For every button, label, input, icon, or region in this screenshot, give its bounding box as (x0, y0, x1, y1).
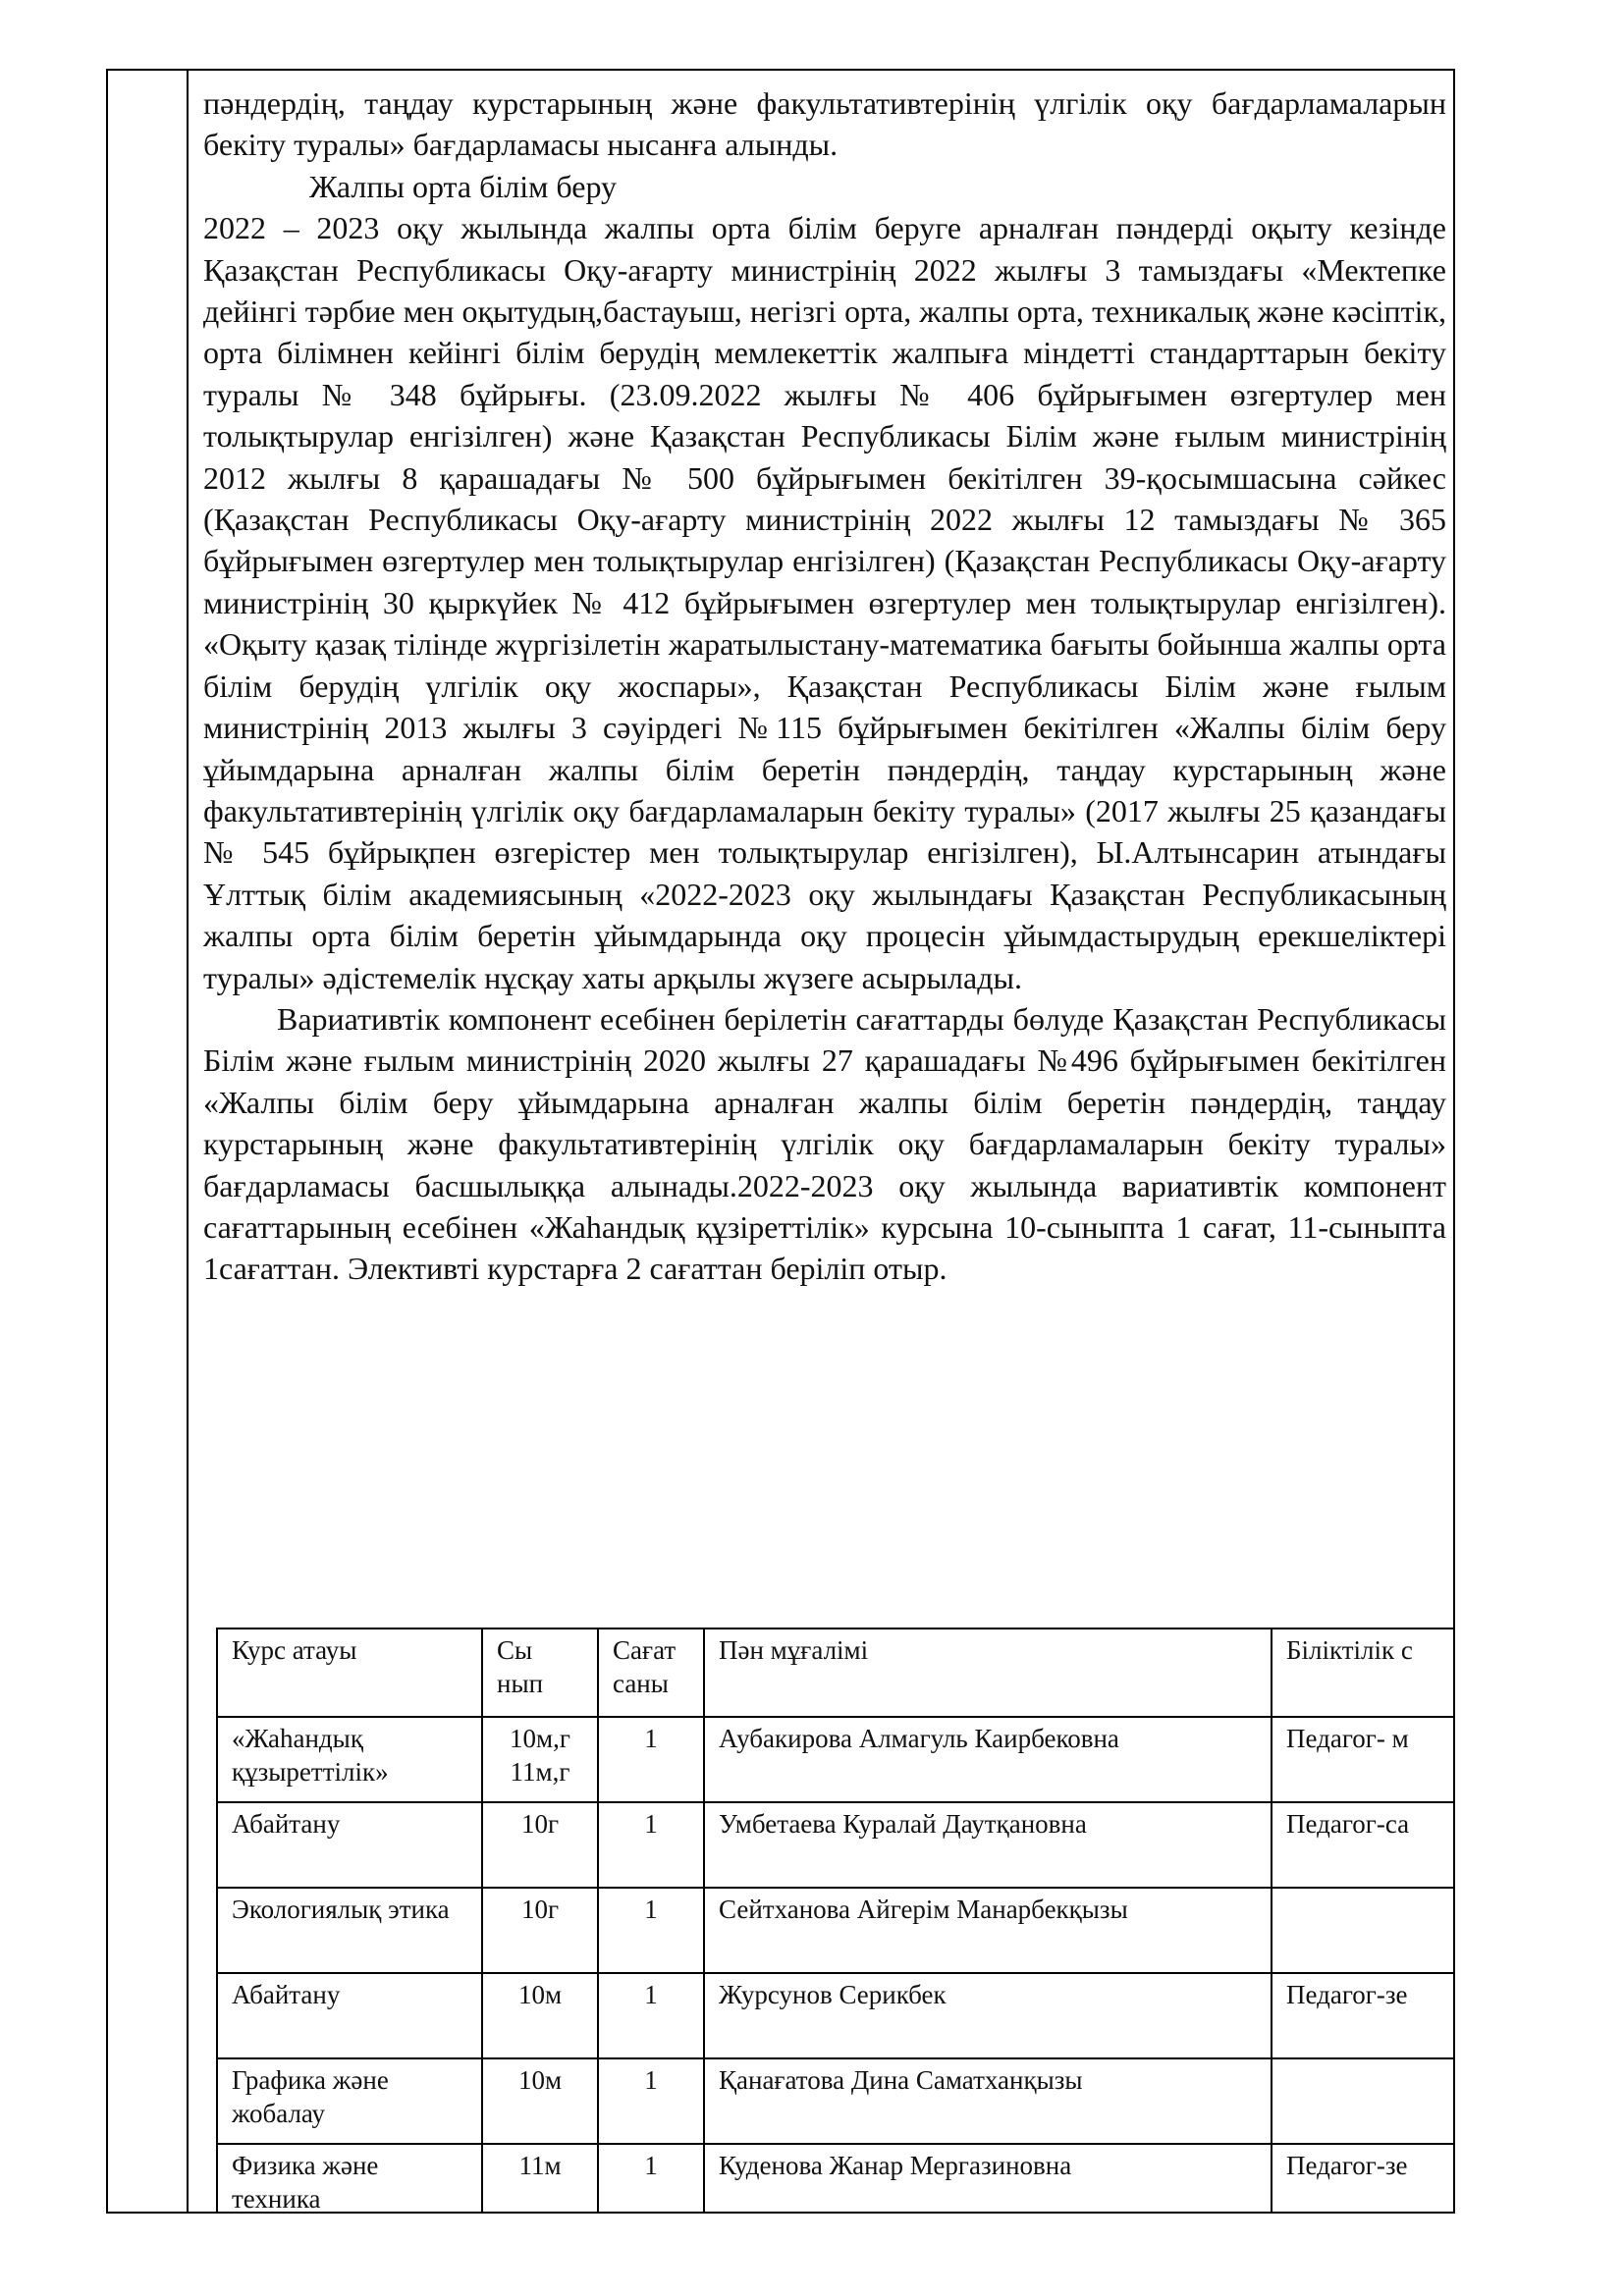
paragraph-intro: пәндердің, таңдау курстарының және факультативтерінің үлгілік оқу бағдарламаларын бекіту туралы» бағдарламасы нысанға алынды. (203, 85, 1446, 163)
paragraph-variative: Вариативтік компонент есебінен берілетін сағаттарды бөлуде Қазақстан Республикасы Білім және ғылым министрінің 2020 жылғы 27 қарашадағы №496 бұйрығымен бекітілген «Жалпы білім беру ұйымдарына арналған жалпы білім беретін пәндердің, таңдау курстарының және факультативтерінің үлгілік оқу бағдарламаларын бекіту туралы» бағдарламасы басшылыққа алынады.2022-2023 оқу жылында вариативтік компонент сағаттарының есебінен «Жаһандық құзіреттілік» курсына 10-сыныпта 1 сағат, 11-сыныпта 1сағаттан. Элективті курстарға 2 сағаттан беріліп отыр. (203, 1000, 1446, 1287)
cell-hours: 1 (598, 2144, 704, 2214)
cell-course: Абайтану (217, 1973, 482, 2058)
cell-hours: 1 (598, 1888, 704, 1973)
table-row (217, 1888, 1455, 1973)
cell-teacher: Умбетаева Куралай Даутқановна (704, 1802, 1272, 1888)
cell-course: Абайтану (217, 1802, 482, 1888)
courses-table-container (216, 1628, 1455, 2214)
cell-course: Графика және жобалау (217, 2058, 482, 2144)
courses-table (216, 1628, 1455, 2214)
cell-grade: 11м (482, 2144, 598, 2214)
cell-teacher: Қанағатова Дина Саматханқызы (704, 2058, 1272, 2144)
header-qualification: Біліктілік с (1272, 1629, 1455, 1717)
cell-hours: 1 (598, 1717, 704, 1802)
cell-course: «Жаһандық құзыреттілік» (217, 1717, 482, 1802)
cell-course: Физика және техника (217, 2144, 482, 2214)
table-row (217, 1973, 1455, 2058)
cell-hours: 1 (598, 1802, 704, 1888)
table-row (217, 1802, 1455, 1888)
cell-teacher: Куденова Жанар Мергазиновна (704, 2144, 1272, 2214)
cell-grade: 10м (482, 1973, 598, 2058)
table-header-row (217, 1629, 1455, 1717)
cell-teacher: Журсунов Серикбек (704, 1973, 1272, 2058)
table-row (217, 2058, 1455, 2144)
cell-course: Экологиялық этика (217, 1888, 482, 1973)
cell-teacher: Аубакирова Алмагуль Каирбековна (704, 1717, 1272, 1802)
header-teacher: Пән мұғалімі (704, 1629, 1272, 1717)
table-row (217, 1717, 1455, 1802)
cell-grade: 10м (482, 2058, 598, 2144)
paragraph-main: 2022 – 2023 оқу жылында жалпы орта білім беруге арналған пәндерді оқыту кезінде Қазақстан Республикасы Оқу-ағарту министрінің 2022 жылғы 3 тамыздағы «Мектепке дейінгі тәрбие мен оқытудың,бастауыш, негізгі орта, жалпы орта, техникалық және кәсіптік, орта білімнен кейінгі білім берудің мемлекеттік жалпыға міндетті стандарттарын бекіту туралы № 348 бұйрығы. (23.09.2022 жылғы № 406 бұйрығымен өзгертулер мен толықтырулар енгізілген) және Қазақстан Республикасы Білім және ғылым министрінің 2012 жылғы 8 қарашадағы № 500 бұйрығымен бекітілген 39-қосымшасына сәйкес (Қазақстан Республикасы Оқу-ағарту министрінің 2022 жылғы 12 тамыздағы № 365 бұйрығымен өзгертулер мен толықтырулар енгізілген) (Қазақстан Республикасы Оқу-ағарту министрінің 30 қыркүйек № 412 бұйрығымен өзгертулер мен толықтырулар енгізілген). «Оқыту қазақ тілінде жүргізілетін жаратылыстану-математика бағыты бойынша жалпы орта білім берудің үлгілік оқу жоспары», Қазақстан Республикасы Білім және ғылым министрінің 2013 жылғы 3 сәуірдегі №115 бұйрығымен бекітілген «Жалпы білім беру ұйымдарына арналған жалпы білім беретін пәндердің, таңдау курстарының және факультативтерінің үлгілік оқу бағдарламаларын бекіту туралы» (2017 жылғы 25 қазандағы № 545 бұйрықпен өзгерістер мен толықтырулар енгізілген), Ы.Алтынсарин атындағы Ұлттық білім академиясының «2022-2023 оқу жылындағы Қазақстан Республикасының жалпы орта білім беретін ұйымдарында оқу процесін ұйымдастырудың ерекшеліктері туралы» әдістемелік нұсқау хаты арқылы жүзеге асырылады. (203, 210, 1446, 995)
section-heading: Жалпы орта білім беру (309, 168, 618, 204)
frame-divider-line (187, 69, 189, 2214)
cell-grade: 10г (482, 1802, 598, 1888)
cell-qualification (1272, 1888, 1455, 1973)
cell-qualification: Педагог-зе (1272, 2144, 1455, 2214)
header-grade: Сы нып (482, 1629, 598, 1717)
cell-hours: 1 (598, 1973, 704, 2058)
cell-grade: 10м,г 11м,г (482, 1717, 598, 1802)
cell-hours: 1 (598, 2058, 704, 2144)
cell-grade: 10г (482, 1888, 598, 1973)
cell-qualification: Педагог-са (1272, 1802, 1455, 1888)
cell-qualification: Педагог- м (1272, 1717, 1455, 1802)
cell-qualification: Педагог-зе (1272, 1973, 1455, 2058)
cell-teacher: Сейтханова Айгерім Манарбекқызы (704, 1888, 1272, 1973)
document-body (203, 82, 1446, 1290)
table-row (217, 2144, 1455, 2214)
header-course: Курс атауы (217, 1629, 482, 1717)
cell-qualification (1272, 2058, 1455, 2144)
header-hours: Сағат саны (598, 1629, 704, 1717)
